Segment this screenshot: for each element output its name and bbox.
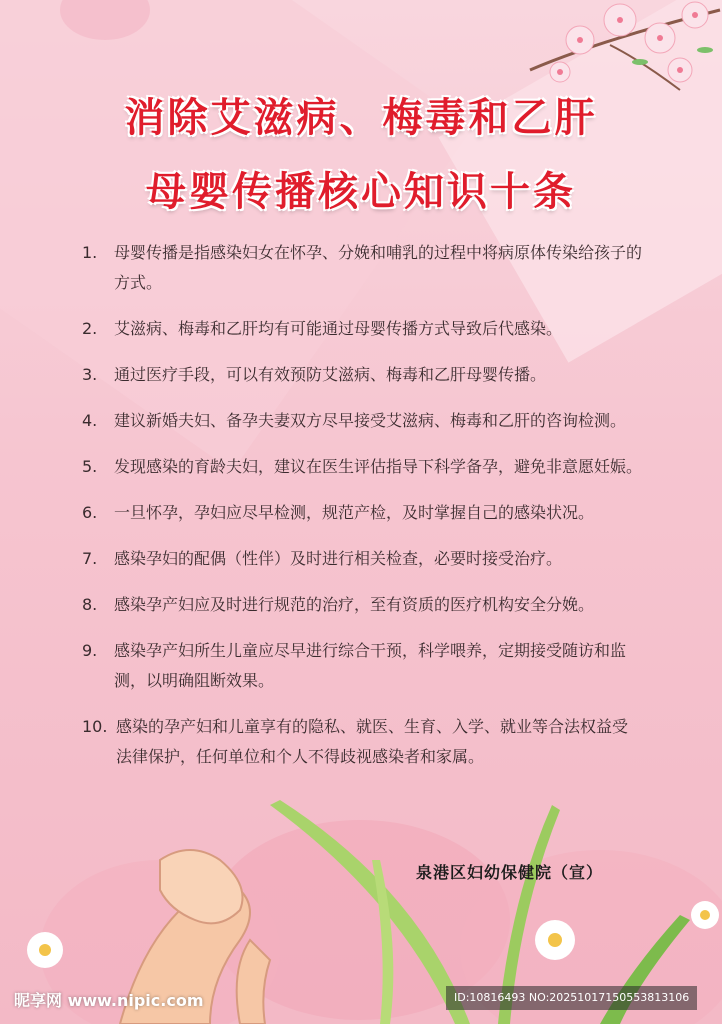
item-number: 5. bbox=[82, 457, 98, 476]
list-item bbox=[82, 452, 642, 482]
item-number: 10. bbox=[82, 717, 108, 736]
list-item bbox=[82, 360, 642, 390]
list-item bbox=[82, 498, 642, 528]
list-item bbox=[82, 590, 642, 620]
item-text: 感染孕产妇所生儿童应尽早进行综合干预，科学喂养，定期接受随访和监测，以明确阻断效果。 bbox=[114, 641, 627, 690]
item-number: 6. bbox=[82, 503, 98, 522]
item-number: 7. bbox=[82, 549, 98, 568]
list-item bbox=[82, 406, 642, 436]
item-text: 建议新婚夫妇、备孕夫妻双方尽早接受艾滋病、梅毒和乙肝的咨询检测。 bbox=[114, 411, 627, 430]
item-text: 感染孕产妇应及时进行规范的治疗，至有资质的医疗机构安全分娩。 bbox=[114, 595, 595, 614]
item-text: 发现感染的育龄夫妇，建议在医生评估指导下科学备孕，避免非意愿妊娠。 bbox=[114, 457, 643, 476]
item-text: 母婴传播是指感染妇女在怀孕、分娩和哺乳的过程中将病原体传染给孩子的方式。 bbox=[114, 243, 643, 292]
item-number: 1. bbox=[82, 243, 98, 262]
knowledge-list bbox=[82, 238, 642, 788]
page-title-line2: 母婴传播核心知识十条 bbox=[146, 168, 576, 215]
list-item bbox=[82, 636, 642, 696]
item-text: 感染的孕产妇和儿童享有的隐私、就医、生育、入学、就业等合法权益受法律保护，任何单位和个人不得歧视感染者和家属。 bbox=[116, 717, 629, 766]
list-item bbox=[82, 712, 642, 772]
item-text: 通过医疗手段，可以有效预防艾滋病、梅毒和乙肝母婴传播。 bbox=[114, 365, 547, 384]
item-number: 2. bbox=[82, 319, 98, 338]
id-watermark: ID:10816493 NO:20251017150553813106 bbox=[446, 986, 697, 1010]
list-item bbox=[82, 238, 642, 298]
issuer-signature: 泉港区妇幼保健院（宣） bbox=[416, 863, 604, 882]
item-number: 4. bbox=[82, 411, 98, 430]
item-number: 3. bbox=[82, 365, 98, 384]
site-watermark: 昵享网 www.nipic.com bbox=[14, 991, 204, 1010]
item-text: 一旦怀孕，孕妇应尽早检测，规范产检，及时掌握自己的感染状况。 bbox=[114, 503, 595, 522]
list-item bbox=[82, 314, 642, 344]
item-number: 8. bbox=[82, 595, 98, 614]
cherry-blossom-icon bbox=[520, 0, 722, 100]
page-title-line1: 消除艾滋病、梅毒和乙肝 bbox=[124, 94, 598, 141]
item-text: 艾滋病、梅毒和乙肝均有可能通过母婴传播方式导致后代感染。 bbox=[114, 319, 563, 338]
item-text: 感染孕妇的配偶（性伴）及时进行相关检查，必要时接受治疗。 bbox=[114, 549, 563, 568]
item-number: 9. bbox=[82, 641, 98, 660]
list-item bbox=[82, 544, 642, 574]
